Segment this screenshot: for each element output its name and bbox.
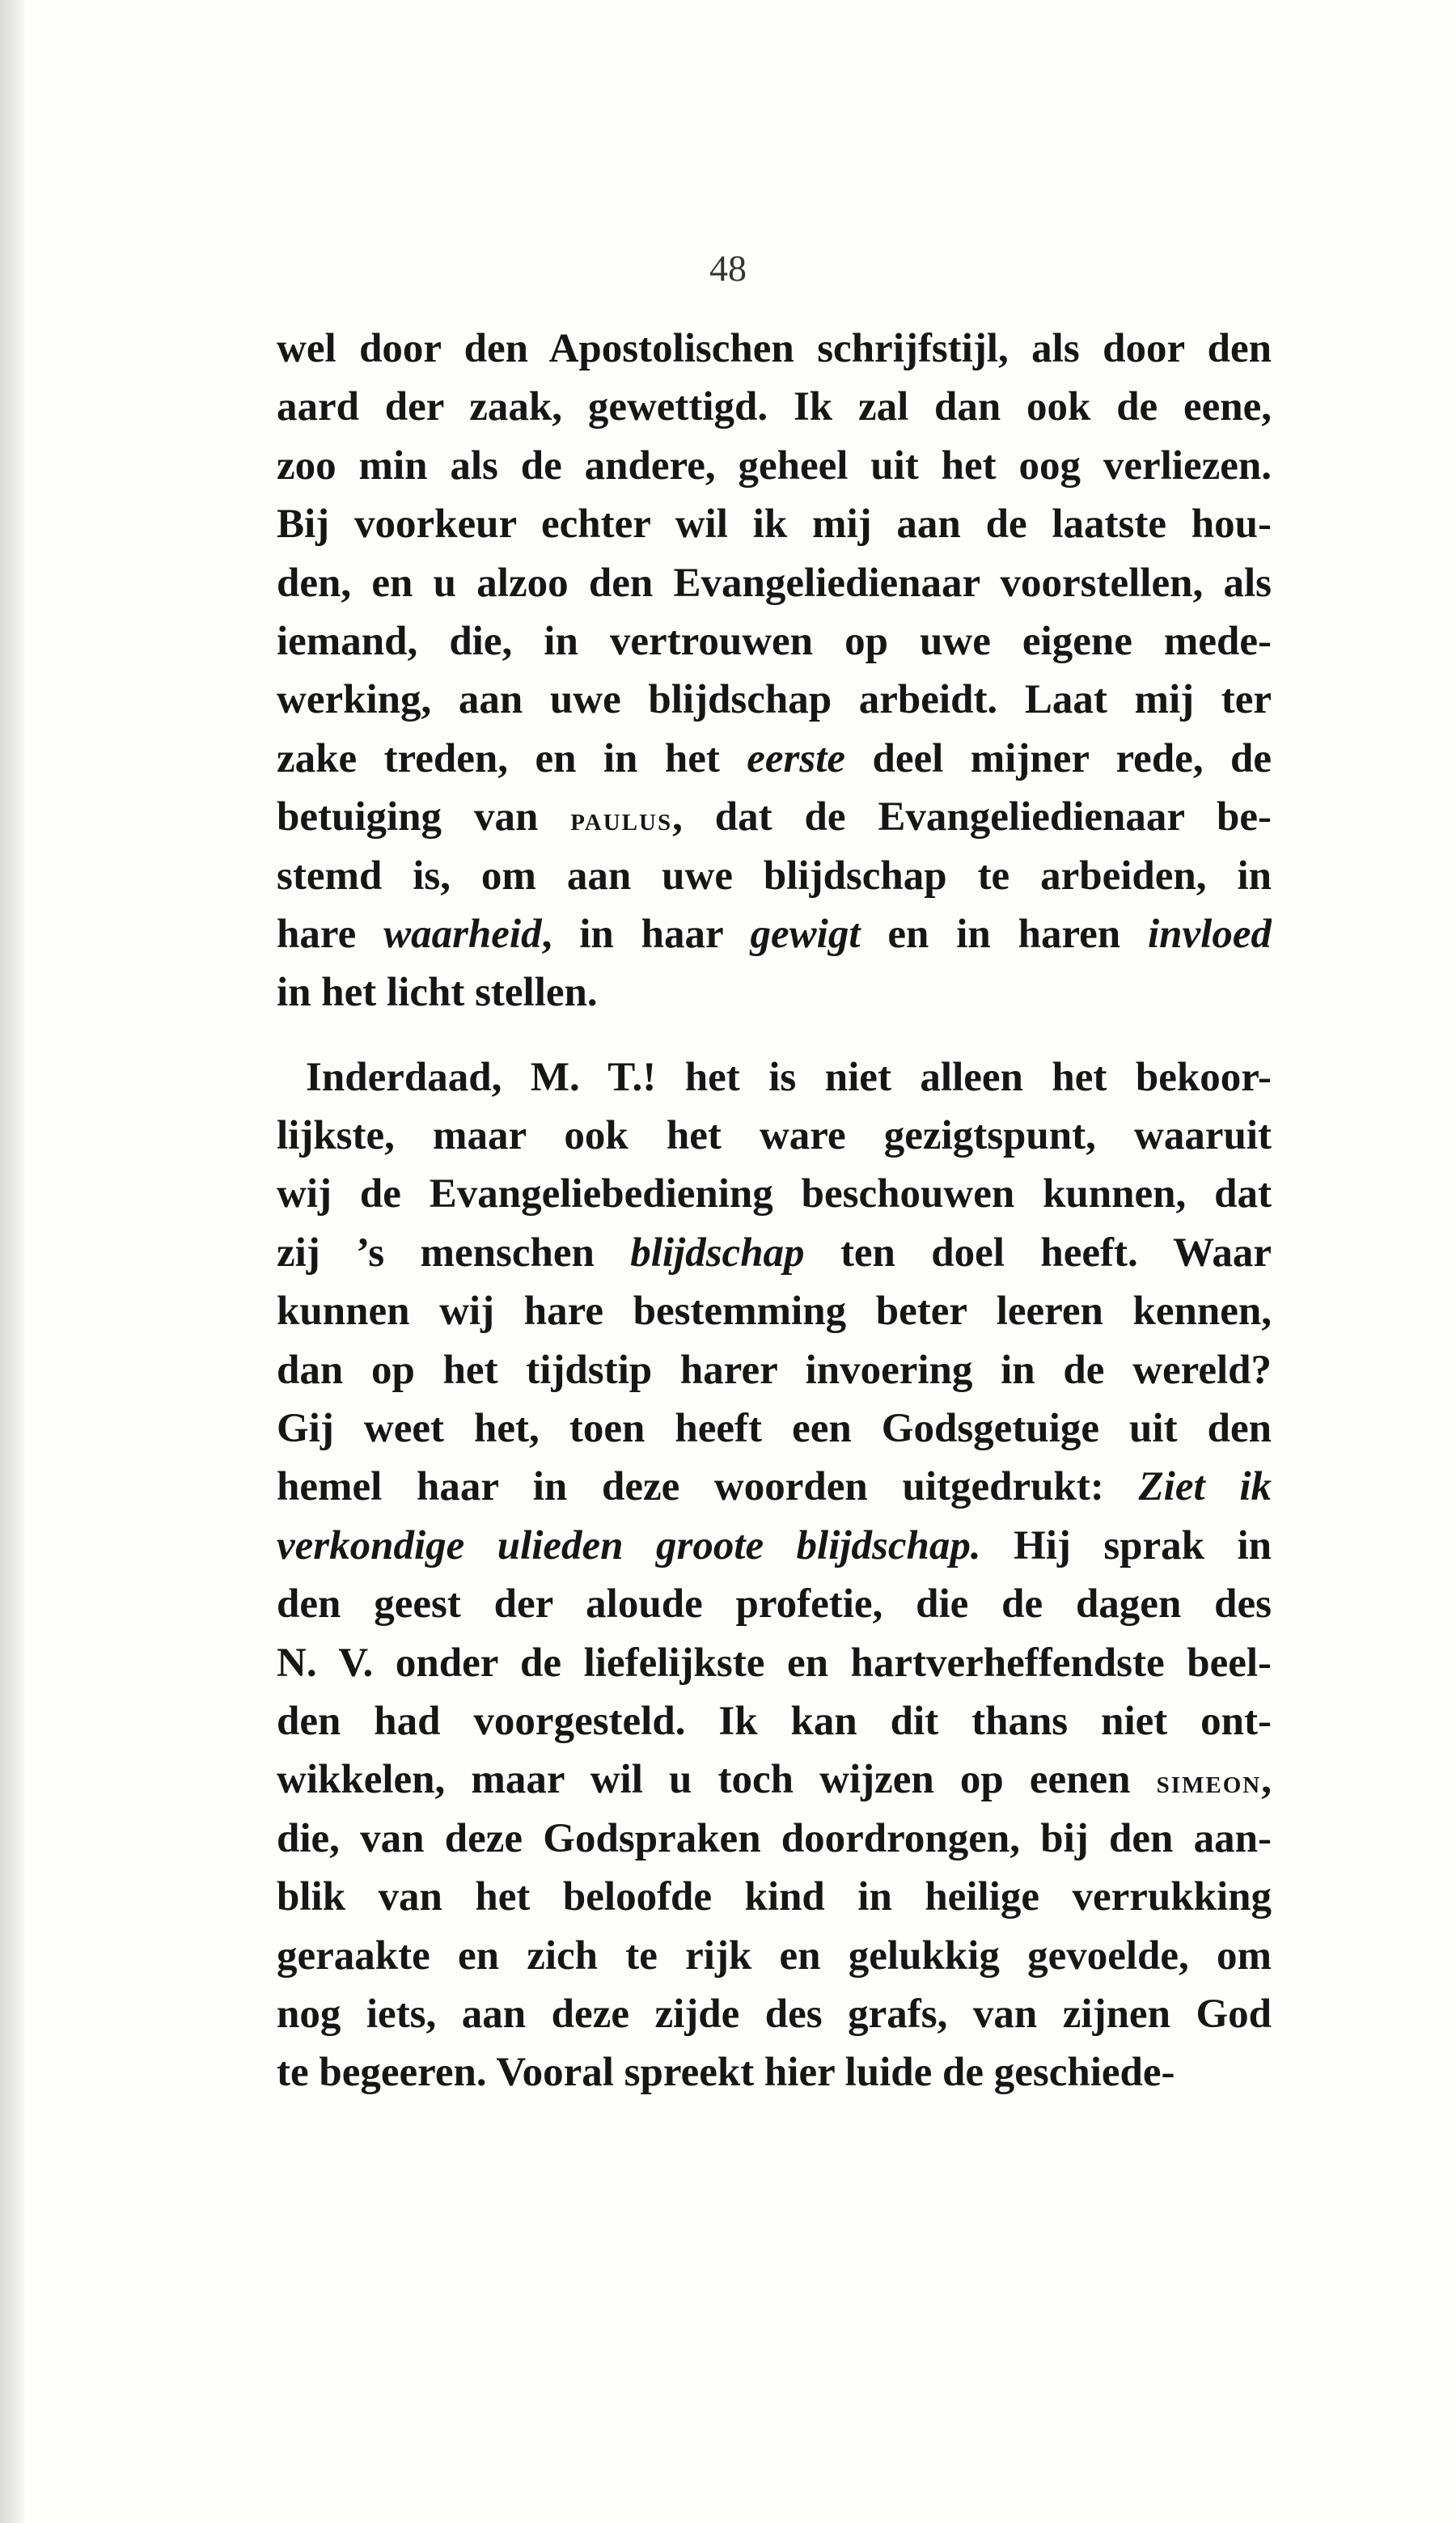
paragraph <box>277 1048 1272 2102</box>
text-line <box>277 495 1272 553</box>
text-run: zoo min als de andere, geheel uit het oog verliezen. <box>277 442 1272 489</box>
text-line <box>277 1868 1272 1926</box>
small-caps-name: simeon <box>1156 1763 1262 1801</box>
text-line <box>277 1750 1272 1809</box>
text-run: nog iets, aan deze zijde des grafs, van zijnen God <box>277 1991 1272 2037</box>
text-line <box>277 437 1272 495</box>
text-line <box>277 1575 1272 1633</box>
text-run: stemd is, om aan uwe blijdschap te arbeiden, in <box>277 853 1272 899</box>
text-line <box>277 1165 1272 1223</box>
text-line <box>277 847 1272 905</box>
text-run: dan op het tijdstip harer invoering in de wereld? <box>277 1347 1272 1393</box>
text-line <box>277 1517 1272 1575</box>
text-run: wij de Evangeliebediening beschouwen kunnen, dat <box>277 1171 1272 1217</box>
text-line <box>277 1282 1272 1340</box>
text-run: den, en u alzoo den Evangeliedienaar voorstellen, als <box>277 560 1272 606</box>
text-run: blik van het beloofde kind in heilige verrukking <box>277 1874 1272 1920</box>
text-run: wikkelen, maar wil u toch wijzen op eenen <box>277 1757 1157 1803</box>
text-line <box>277 788 1272 846</box>
text-run: lijkste, maar ook het ware gezigtspunt, waaruit <box>277 1113 1272 1159</box>
italic-emphasis: Ziet ik <box>1138 1464 1272 1510</box>
text-run: Bij voorkeur echter wil ik mij aan de laatste hou- <box>277 502 1272 548</box>
italic-emphasis: gewigt <box>750 911 861 957</box>
text-line <box>277 1985 1272 2043</box>
text-run: den had voorgesteld. Ik kan dit thans niet ont- <box>277 1698 1272 1744</box>
text-run: N. V. onder de liefelijkste en hartverheffendste beel- <box>277 1640 1272 1686</box>
text-run: , dat de Evangeliedienaar be- <box>672 794 1272 840</box>
text-line <box>277 554 1272 612</box>
text-run: zij ’s menschen <box>277 1230 631 1276</box>
text-run: , <box>1261 1757 1272 1803</box>
text-run: iemand, die, in vertrouwen op uwe eigene mede- <box>277 618 1272 664</box>
text-line <box>277 1107 1272 1165</box>
text-run: zake treden, en in het <box>277 735 747 781</box>
text-run: hemel haar in deze woorden uitgedrukt: <box>277 1464 1139 1510</box>
text-line <box>277 1927 1272 1985</box>
text-line <box>277 612 1272 671</box>
italic-emphasis: blijdschap <box>630 1230 805 1276</box>
text-line <box>277 1458 1272 1516</box>
text-run: deel mijner rede, de <box>845 735 1272 781</box>
text-line <box>277 1810 1272 1868</box>
text-line <box>277 1634 1272 1692</box>
text-run: Inderdaad, M. T.! het is niet alleen het bekoor- <box>306 1054 1272 1100</box>
page-number: 48 <box>709 248 747 289</box>
text-run: den geest der aloude profetie, die de dagen des <box>277 1581 1272 1628</box>
small-caps-name: paulus <box>570 801 673 838</box>
body-text <box>277 320 1272 2102</box>
text-line <box>277 1341 1272 1399</box>
text-line <box>277 1048 1272 1107</box>
text-run: hare <box>277 911 384 957</box>
text-line <box>277 671 1272 729</box>
text-run: , in haar <box>541 911 751 957</box>
text-run: Hij sprak in <box>980 1522 1272 1568</box>
text-line <box>277 1399 1272 1458</box>
text-run: aard der zaak, gewettigd. Ik zal dan ook de eene, <box>277 384 1272 430</box>
text-run: die, van deze Godspraken doordrongen, bij den aan- <box>277 1815 1272 1861</box>
text-line <box>277 1692 1272 1750</box>
text-line <box>277 1224 1272 1282</box>
page-edge-shadow <box>0 0 24 2523</box>
text-line <box>277 2043 1272 2102</box>
paragraph <box>277 320 1272 1022</box>
paragraph-gap <box>277 1022 1272 1048</box>
text-line <box>277 320 1272 378</box>
italic-emphasis: waarheid <box>383 911 542 957</box>
italic-emphasis: eerste <box>747 735 846 781</box>
italic-emphasis: invloed <box>1148 911 1272 957</box>
text-run: werking, aan uwe blijdschap arbeidt. Laat mij ter <box>277 677 1272 723</box>
text-run: en in haren <box>860 911 1149 957</box>
text-run: Gij weet het, toen heeft een Godsgetuige uit den <box>277 1406 1272 1452</box>
text-run: in het licht stellen. <box>277 970 598 1016</box>
text-run: geraakte en zich te rijk en gelukkig gevoelde, om <box>277 1932 1272 1979</box>
text-line <box>277 378 1272 436</box>
text-run: te begeeren. Vooral spreekt hier luide de geschiede- <box>277 2050 1175 2096</box>
text-line <box>277 730 1272 788</box>
text-run: betuiging van <box>277 794 571 840</box>
text-line <box>277 963 1272 1022</box>
text-run: wel door den Apostolischen schrijfstijl, als door den <box>277 326 1272 371</box>
text-run: ten doel heeft. Waar <box>804 1230 1272 1276</box>
text-run: kunnen wij hare bestemming beter leeren kennen, <box>277 1289 1272 1335</box>
italic-emphasis: verkondige ulieden groote blijdschap. <box>277 1522 981 1568</box>
text-line <box>277 905 1272 963</box>
